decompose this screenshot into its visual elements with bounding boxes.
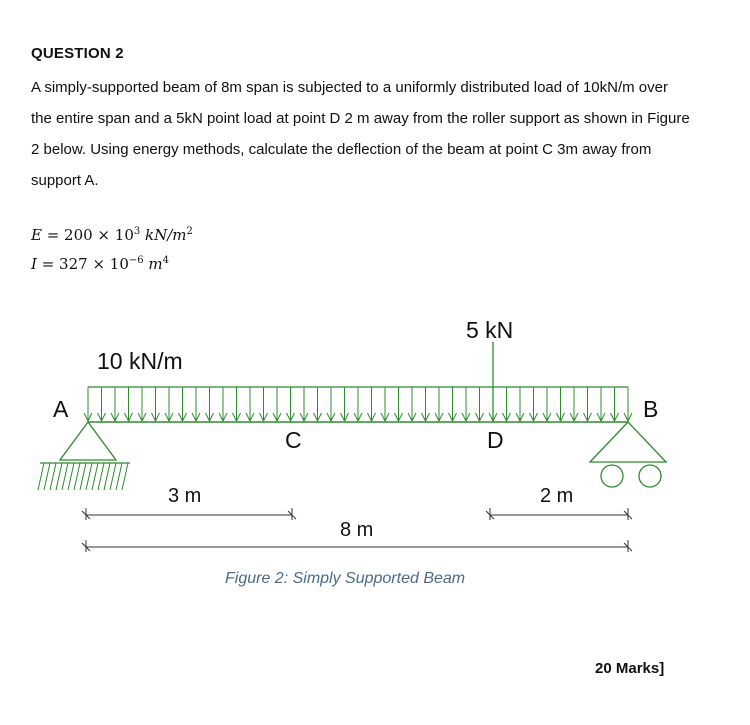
inertia-symbol: I <box>31 255 37 273</box>
inertia-unit: m <box>143 255 163 273</box>
point-load-label: 5 kN <box>466 317 514 343</box>
hatch-line <box>98 463 104 490</box>
hatch-line <box>80 463 86 490</box>
figure-caption: Figure 2: Simply Supported Beam <box>225 570 466 587</box>
point-d-label: D <box>487 427 504 453</box>
udl-arrows <box>84 387 632 421</box>
point-c-label: C <box>285 427 302 453</box>
hatch-line <box>104 463 110 490</box>
udl-load <box>84 387 632 421</box>
dim-span-label: 8 m <box>340 519 374 541</box>
hatch-line <box>62 463 68 490</box>
support-a-label: A <box>53 396 69 422</box>
roller-support-b <box>590 422 666 487</box>
hatch-line <box>68 463 74 490</box>
hatch-line <box>56 463 62 490</box>
roller-wheel-right <box>639 465 661 487</box>
hatch-line <box>122 463 128 490</box>
hatch-line <box>86 463 92 490</box>
question-text: A simply-supported beam of 8m span is subjected to a uniformly distributed load of 10kN/m over the entire span and a 5kN point load at point D 2 m away from the roller support as shown in Figure 2 below. Using energy methods, calculate the deflection of the beam at point C 3m away from support A. <box>31 79 690 189</box>
dim-ac-label: 3 m <box>168 485 202 507</box>
modulus-unit-exponent: 2 <box>186 226 193 237</box>
roller-wheel-left <box>601 465 623 487</box>
dim-db-label: 2 m <box>540 485 574 507</box>
pin-triangle <box>60 422 116 460</box>
modulus-exponent: 3 <box>133 226 141 237</box>
modulus-unit: kN/m <box>140 226 187 244</box>
hatch-line <box>38 463 44 490</box>
udl-label: 10 kN/m <box>97 348 183 374</box>
hatch-line <box>44 463 50 490</box>
hatch-line <box>50 463 56 490</box>
hatch-line <box>116 463 122 490</box>
inertia-value: = 327 × 10 <box>36 255 129 273</box>
hatch-line <box>92 463 98 490</box>
hatch-line <box>110 463 116 490</box>
pin-support-a <box>38 422 130 490</box>
roller-triangle <box>590 422 666 462</box>
hatch-line <box>74 463 80 490</box>
support-b-label: B <box>643 396 659 422</box>
question-heading: QUESTION 2 <box>31 45 124 62</box>
inertia-exponent: −6 <box>128 255 144 266</box>
ground-hatch <box>38 463 128 490</box>
modulus-value: = 200 × 10 <box>41 226 134 244</box>
modulus-symbol: E <box>31 226 42 244</box>
inertia-unit-exponent: 4 <box>162 255 169 266</box>
marks-label: 20 Marks] <box>595 660 665 677</box>
